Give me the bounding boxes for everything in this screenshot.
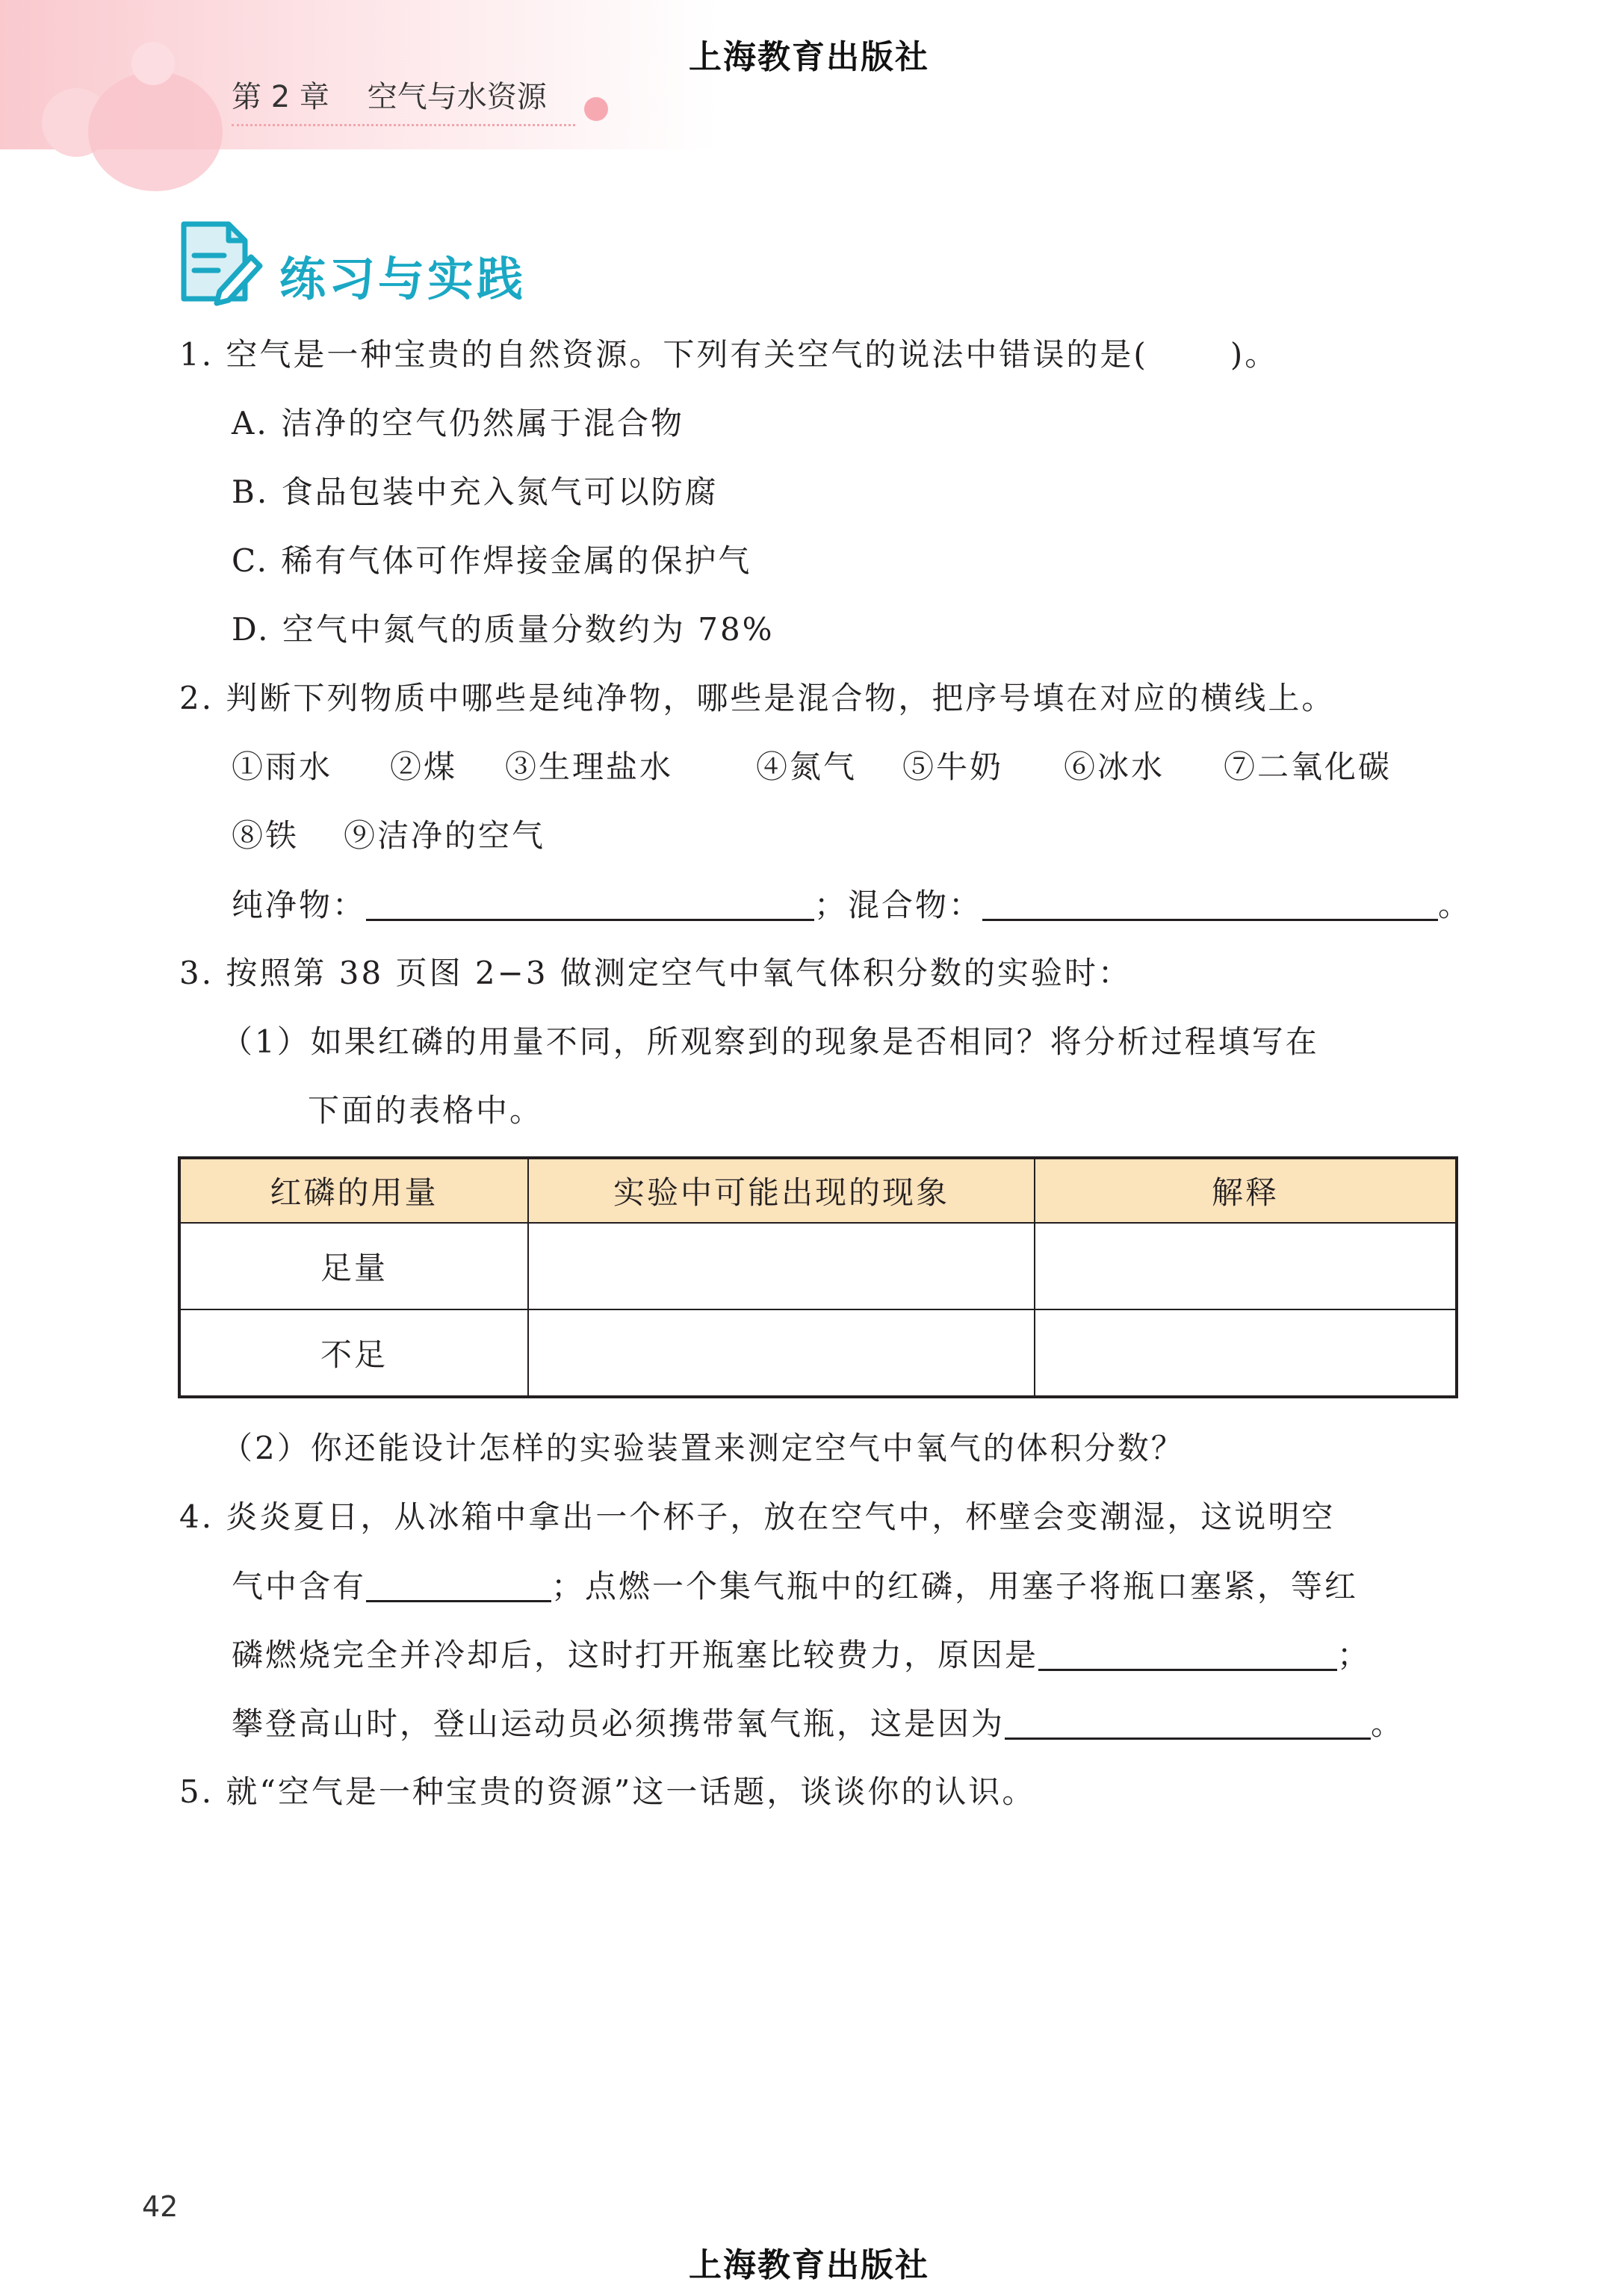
question-1-stem [179, 336, 1279, 373]
question-1-end: )。 [1230, 336, 1279, 373]
table-answer-cell[interactable] [1035, 1223, 1457, 1309]
line-end: 。 [1438, 887, 1472, 923]
table-answer-cell[interactable] [528, 1223, 1035, 1309]
pure-label: 纯净物： [232, 887, 367, 923]
exercise-icon [176, 220, 263, 306]
decor-circle [131, 42, 175, 85]
substance-item: ④氮气 [756, 748, 858, 785]
substance-item: ③生理盐水 [505, 748, 674, 785]
question-3-sub1-cont: 下面的表格中。 [308, 1092, 544, 1129]
chapter-divider [232, 124, 575, 126]
section-title: 练习与实践 [279, 252, 527, 306]
mixture-blank[interactable] [982, 889, 1438, 921]
q4-text: 磷燃烧完全并冷却后，这时打开瓶塞比较费力，原因是 [232, 1637, 1039, 1673]
question-3-stem: 3. 按照第 38 页图 2−3 做测定空气中氧气体积分数的实验时： [179, 955, 1132, 991]
question-1-text: 1. 空气是一种宝贵的自然资源。下列有关空气的说法中错误的是( [179, 336, 1148, 373]
decor-circle [88, 72, 223, 191]
q4-text: 气中含有 [232, 1568, 367, 1605]
q4-text: ；点燃一个集气瓶中的红磷，用塞子将瓶口塞紧，等红 [551, 1568, 1359, 1605]
question-1-option-d: D. 空气中氮气的质量分数约为 78% [232, 611, 775, 648]
chapter-title: 第 2 章 空气与水资源 [232, 80, 547, 114]
table-header-row [179, 1158, 1457, 1223]
footer-publisher: 上海教育出版社 [689, 2246, 929, 2284]
table-row [179, 1223, 1457, 1309]
q4-text: 。 [1371, 1705, 1405, 1742]
answer-blank[interactable] [1005, 1708, 1371, 1740]
question-3-sub2: （2）你还能设计怎样的实验装置来测定空气中氧气的体积分数？ [221, 1430, 1185, 1466]
q4-text: 攀登高山时，登山运动员必须携带氧气瓶，这是因为 [232, 1705, 1005, 1742]
table-cell: 不足 [179, 1309, 528, 1397]
question-1-option-a: A. 洁净的空气仍然属于混合物 [232, 405, 685, 441]
mixture-label: ；混合物： [814, 887, 983, 923]
table-header: 解释 [1035, 1158, 1457, 1223]
table-header: 红磷的用量 [179, 1158, 528, 1223]
substance-item: ⑥冰水 [1064, 748, 1165, 785]
table-answer-cell[interactable] [1035, 1309, 1457, 1397]
page-number: 42 [142, 2190, 179, 2223]
substance-item: ⑦二氧化碳 [1224, 748, 1392, 785]
question-4-line1: 4. 炎炎夏日，从冰箱中拿出一个杯子，放在空气中，杯壁会变潮湿，这说明空 [179, 1498, 1336, 1535]
table-cell: 足量 [179, 1223, 528, 1309]
q4-text: ； [1337, 1637, 1372, 1673]
table-header: 实验中可能出现的现象 [528, 1158, 1035, 1223]
question-4-line2 [232, 1568, 1359, 1605]
table-answer-cell[interactable] [528, 1309, 1035, 1397]
decor-dot [584, 97, 608, 121]
header-publisher: 上海教育出版社 [689, 38, 929, 76]
fill-in-line [232, 889, 1472, 921]
answer-blank[interactable] [366, 1570, 551, 1602]
question-1-option-b: B. 食品包装中充入氮气可以防腐 [232, 474, 719, 510]
question-3-sub1: （1）如果红磷的用量不同，所观察到的现象是否相同？将分析过程填写在 [221, 1023, 1319, 1060]
question-4-line3 [232, 1639, 1371, 1671]
pure-blank[interactable] [366, 889, 814, 921]
experiment-table [178, 1156, 1458, 1398]
answer-blank[interactable] [1038, 1639, 1337, 1671]
substance-item: ①雨水 [232, 748, 333, 785]
table-row [179, 1309, 1457, 1397]
question-2-stem: 2. 判断下列物质中哪些是纯净物，哪些是混合物，把序号填在对应的横线上。 [179, 680, 1336, 716]
substance-item: ②煤 [390, 748, 458, 785]
question-1-option-c: C. 稀有气体可作焊接金属的保护气 [232, 542, 752, 579]
substance-item: ⑧铁 [232, 817, 300, 854]
substance-item: ⑤牛奶 [902, 748, 1004, 785]
substance-item: ⑨洁净的空气 [344, 817, 546, 854]
question-4-line4 [232, 1705, 1405, 1742]
question-5: 5. 就“空气是一种宝贵的资源”这一话题，谈谈你的认识。 [179, 1773, 1036, 1810]
